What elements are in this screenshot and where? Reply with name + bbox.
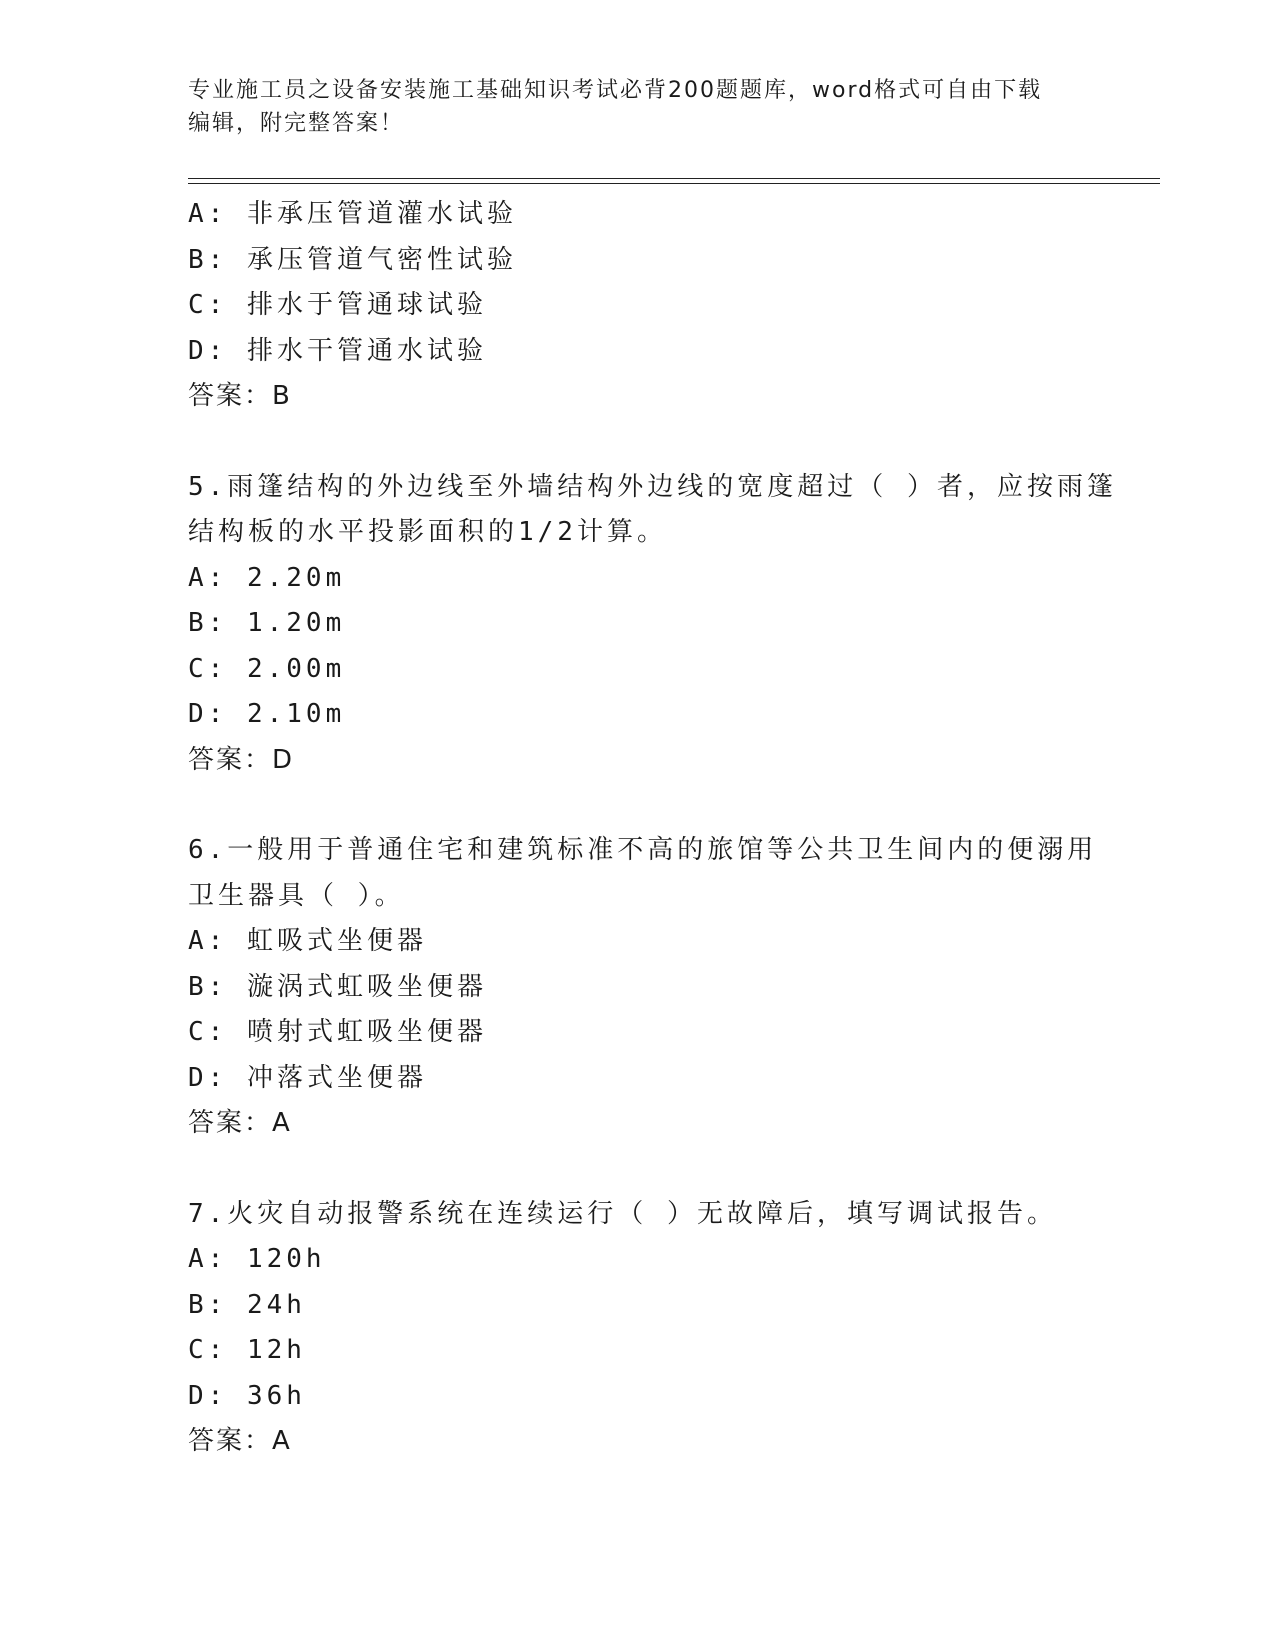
q5-option-d: D: 2.10m <box>188 699 346 729</box>
question-content <box>188 192 1117 1465</box>
header-line-2: 编辑，附完整答案！ <box>188 111 405 136</box>
spacer <box>188 420 1088 465</box>
q6-option-a: A: 虹吸式坐便器 <box>188 926 427 956</box>
q7-option-d: D: 36h <box>188 1380 306 1411</box>
q5-text-line-1: 5.雨篷结构的外边线至外墙结构外边线的宽度超过（ ）者，应按雨篷 <box>188 471 1117 502</box>
question-6 <box>188 828 1098 1147</box>
q5-answer: 答案：D <box>188 744 295 775</box>
question-5 <box>188 465 1117 784</box>
q4-option-d: D: 排水干管通水试验 <box>188 335 487 366</box>
question-4 <box>188 192 1088 420</box>
header-divider-bottom <box>188 183 1160 184</box>
q7-text-line-1: 7.火灾自动报警系统在连续运行（ ）无故障后，填写调试报告。 <box>188 1198 1057 1229</box>
q4-option-b: B: 承压管道气密性试验 <box>188 244 517 275</box>
q6-option-c: C: 喷射式虹吸坐便器 <box>188 1017 487 1047</box>
q4-answer: 答案：B <box>188 381 292 411</box>
spacer <box>188 1147 1088 1192</box>
q7-option-c: C: 12h <box>188 1335 306 1365</box>
q5-option-c: C: 2.00m <box>188 653 346 684</box>
q5-option-b: B: 1.20m <box>188 608 346 638</box>
header-divider-top <box>188 178 1160 179</box>
q5-option-a: A: 2.20m <box>188 562 346 593</box>
q6-option-d: D: 冲落式坐便器 <box>188 1062 427 1093</box>
spacer <box>188 783 1088 828</box>
q6-text-line-2: 卫生器具（ ）。 <box>188 880 405 911</box>
q6-option-b: B: 漩涡式虹吸坐便器 <box>188 971 487 1002</box>
q7-answer: 答案：A <box>188 1426 292 1456</box>
q7-option-a: A: 120h <box>188 1244 326 1274</box>
q7-option-b: B: 24h <box>188 1289 306 1320</box>
q4-option-c: C: 排水于管通球试验 <box>188 290 487 320</box>
q6-answer: 答案：A <box>188 1108 292 1138</box>
document-header <box>188 74 1088 140</box>
q6-text-line-1: 6.一般用于普通住宅和建筑标准不高的旅馆等公共卫生间内的便溺用 <box>188 835 1098 865</box>
q4-option-a: A: 非承压管道灌水试验 <box>188 199 517 229</box>
header-line-1: 专业施工员之设备安装施工基础知识考试必背200题题库，word格式可自由下载 <box>188 78 1043 103</box>
q5-text-line-2: 结构板的水平投影面积的1/2计算。 <box>188 517 667 547</box>
question-7 <box>188 1192 1088 1465</box>
